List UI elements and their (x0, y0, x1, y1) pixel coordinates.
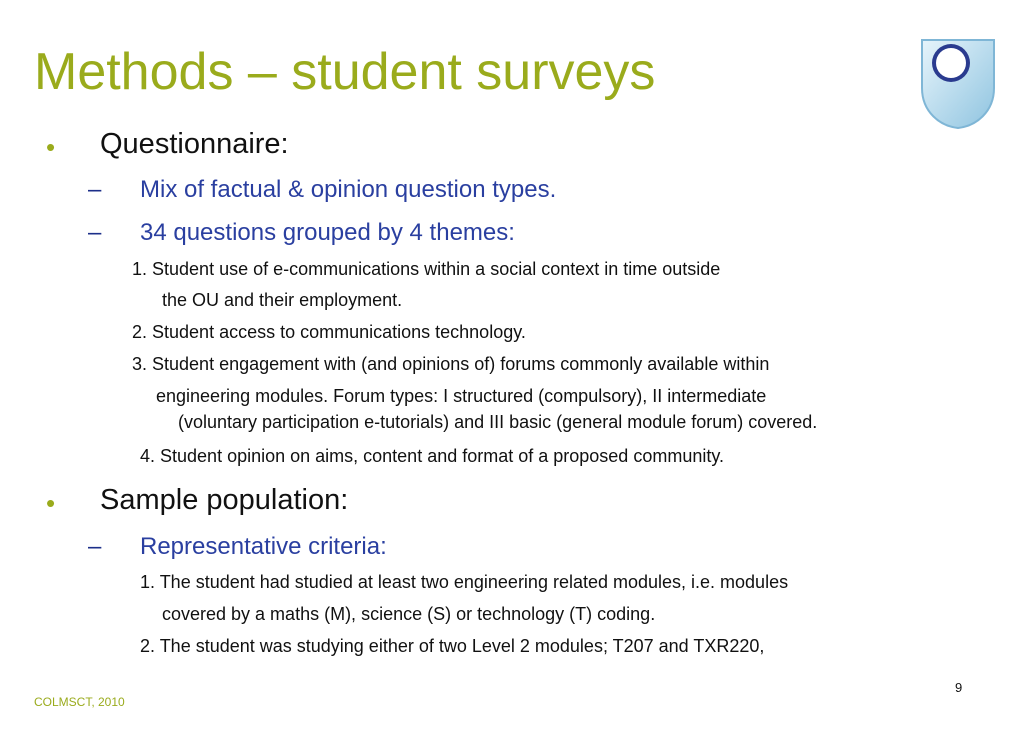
theme-line: (voluntary participation e-tutorials) and III basic (general module forum) covered. (178, 412, 818, 432)
dash-icon: – (88, 219, 102, 246)
theme-line: 2. Student access to communications technology. (132, 322, 526, 342)
subitem-question-themes: 34 questions grouped by 4 themes: (140, 219, 515, 246)
dash-icon: – (88, 176, 102, 203)
university-shield-logo (918, 36, 998, 130)
criteria-line: 2. The student was studying either of two Level 2 modules; T207 and TXR220, (140, 636, 765, 656)
section-heading-sample-population: Sample population: (100, 484, 349, 516)
footer-text: COLMSCT, 2010 (34, 695, 125, 709)
criteria-line: covered by a maths (M), science (S) or technology (T) coding. (162, 604, 656, 624)
bullet-icon: • (46, 132, 56, 162)
subitem-representative-criteria: Representative criteria: (140, 533, 387, 560)
theme-line: 4. Student opinion on aims, content and format of a proposed community. (140, 446, 725, 466)
criteria-line: 1. The student had studied at least two engineering related modules, i.e. modules (140, 572, 789, 592)
theme-line: the OU and their employment. (162, 290, 403, 310)
dash-icon: – (88, 533, 102, 560)
subitem-question-types: Mix of factual & opinion question types. (140, 176, 557, 203)
bullet-icon: • (46, 488, 56, 518)
slide-title: Methods – student surveys (34, 43, 656, 101)
theme-line: engineering modules. Forum types: I structured (compulsory), II intermediate (156, 386, 767, 406)
section-heading-questionnaire: Questionnaire: (100, 128, 289, 160)
theme-line: 3. Student engagement with (and opinions of) forums commonly available within (132, 354, 770, 374)
page-number: 9 (955, 680, 963, 695)
theme-line: 1. Student use of e-communications within a social context in time outside (132, 259, 721, 279)
